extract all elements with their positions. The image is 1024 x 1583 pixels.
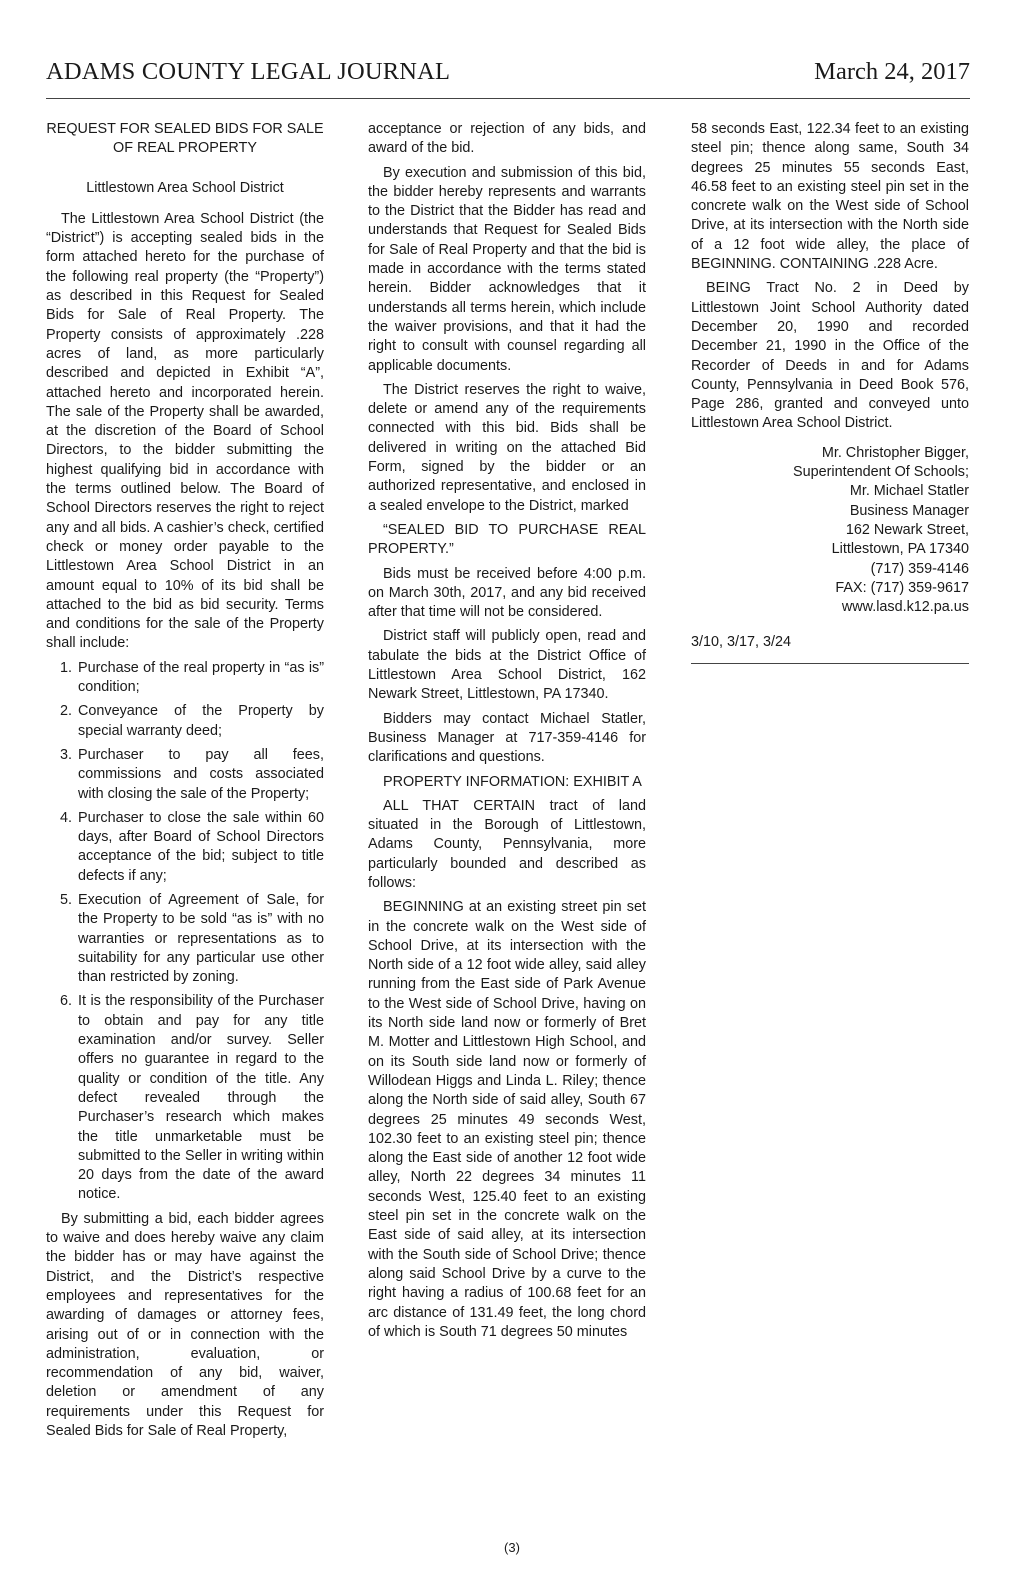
issue-date: March 24, 2017 (814, 58, 970, 85)
item-number: 5. (60, 891, 73, 908)
signature-line: Superintendent Of Schools; (793, 464, 969, 481)
item-text: It is the responsibility of the Purchaser to obtain and pay for any title examination and/or survey. Seller offers no guarantee in regard to the quality or condition of the title. Any defect revealed through the Purchaser’s research which makes the title unmarketable must be submitted to the Seller in writing within 20 days from the date of the award notice. (78, 993, 324, 1203)
item-number: 1. (60, 659, 73, 676)
reserves-paragraph: The District reserves the right to waive, delete or amend any of the requirements connected with this bid. Bids shall be delivered in writing on the attached Bid Form, signed by the bidder or an authorized representative, and enclosed in a sealed envelope to the District, marked (368, 381, 646, 514)
notice-title: REQUEST FOR SEALED BIDS FOR SALE OF REAL PROPERTY (46, 121, 324, 157)
item-text: Purchaser to pay all fees, commissions and costs associated with closing the sale of the Property; (78, 746, 324, 802)
column-3 (691, 120, 969, 664)
signature-line: www.lasd.k12.pa.us (841, 599, 969, 616)
item-number: 3. (60, 746, 73, 763)
column-1 (46, 120, 324, 1446)
signature-line: Mr. Christopher Bigger, (821, 444, 969, 461)
opening-paragraph: District staff will publicly open, read and tabulate the bids at the District Office of Littlestown Area School District, 162 Newark Street, Littlestown, PA 17340. (368, 628, 646, 703)
item-text: Execution of Agreement of Sale, for the Property to be sold “as is” with no warranties or representations as to suitability for any particular use other than restricted by zoning. (78, 891, 324, 986)
deed-reference: BEING Tract No. 2 in Deed by Littlestown Joint School Authority dated December 20, 1990 and recorded December 21, 1990 in the Office of the Recorder of Deeds in and for Adams County, Pennsylvania in Deed Book 576, Page 286, granted and conveyed unto Littlestown Area School District. (691, 280, 969, 432)
list-item (46, 809, 324, 886)
exhibit-heading: PROPERTY INFORMATION: EXHIBIT A (383, 773, 642, 790)
terms-list (46, 659, 324, 1205)
journal-title: ADAMS COUNTY LEGAL JOURNAL (46, 58, 451, 85)
signature-line: Mr. Michael Statler (849, 483, 969, 500)
page-header (46, 58, 970, 99)
execution-paragraph: By execution and submission of this bid, the bidder hereby represents and warrants to the District that the Bidder has read and understands that Request for Sealed Bids for Sale of Real Property and that the bid is made in accordance with the terms stated herein. Bidder acknowledges that it understands all terms herein, which include the waiver provisions, and that it had the right to consult with counsel regarding all applicable documents. (368, 164, 646, 374)
publication-dates: 3/10, 3/17, 3/24 (691, 633, 969, 663)
item-text: Purchaser to close the sale within 60 days, after Board of School Directors acceptance of the bid; subject to title defects if any; (78, 809, 324, 884)
list-item (46, 891, 324, 987)
signature-line: Littlestown, PA 17340 (831, 541, 969, 558)
item-text: Purchase of the real property in “as is” condition; (78, 659, 324, 696)
column-2 (368, 120, 646, 1347)
signature-block (691, 444, 969, 618)
district-name: Littlestown Area School District (86, 179, 284, 196)
exhibit-intro: ALL THAT CERTAIN tract of land situated in the Borough of Littlestown, Adams County, Pennsylvania, more particularly bounded and described as follows: (368, 797, 646, 891)
waiver-continued: acceptance or rejection of any bids, and award of the bid. (368, 121, 646, 157)
envelope-marking: “SEALED BID TO PURCHASE REAL PROPERTY.” (368, 521, 646, 558)
signature-line: FAX: (717) 359-9617 (835, 579, 969, 596)
list-item (46, 659, 324, 698)
list-item (46, 746, 324, 804)
item-number: 2. (60, 703, 73, 720)
deadline-paragraph: Bids must be received before 4:00 p.m. on March 30th, 2017, and any bid received after that time will not be considered. (368, 565, 646, 621)
intro-paragraph: The Littlestown Area School District (the “District”) is accepting sealed bids in the form attached hereto for the purchase of the following real property (the “Property”) as described in this Request for Sealed Bids for Sale of Real Property. The Property consists of approximately .228 acres of land, as more particularly described and depicted in Exhibit “A”, attached hereto and incorporated herein. The sale of the Property shall be awarded, at the discretion of the Board of School Directors, to the bidder submitting the highest qualifying bid in accordance with the terms outlined below. The Board of School Directors reserves the right to reject any and all bids. A cashier’s check, certified check or money order payable to the Littlestown Area School District in an amount equal to 10% of its bid shall be attached to the bid as bid security. Terms and conditions for the sale of the Property shall include: (46, 210, 324, 652)
item-number: 6. (60, 993, 73, 1010)
signature-line: (717) 359-4146 (870, 560, 969, 577)
list-item (46, 702, 324, 741)
signature-line: Business Manager (849, 502, 969, 519)
signature-line: 162 Newark Street, (845, 521, 969, 538)
waiver-paragraph: By submitting a bid, each bidder agrees to waive and does hereby waive any claim the bidder has or may have against the District, and the District’s respective employees and representatives for the awarding of damages or attorney fees, arising out of or in connection with the administration, evaluation, or recommendation of any bid, waiver, deletion or amendment of any requirements under this Request for Sealed Bids for Sale of Real Property, (46, 1210, 324, 1439)
contact-paragraph: Bidders may contact Michael Statler, Business Manager at 717-359-4146 for clarifications and questions. (368, 710, 646, 766)
legal-description-continued: 58 seconds East, 122.34 feet to an existing steel pin; thence along same, South 34 degrees 25 minutes 55 seconds East, 46.58 feet to an existing steel pin set in the concrete walk on the West side of School Drive, at its intersection with the North side of a 12 foot wide alley, the place of BEGINNING. CONTAINING .228 Acre. (691, 121, 969, 273)
item-number: 4. (60, 809, 73, 826)
list-item (46, 992, 324, 1204)
item-text: Conveyance of the Property by special warranty deed; (78, 703, 324, 739)
legal-description: BEGINNING at an existing street pin set in the concrete walk on the West side of School Drive, at its intersection with the North side of a 12 foot wide alley, said alley running from the East side of Park Avenue to the West side of School Drive, having on its North side land now or formerly of Bret M. Motter and Littlestown High School, and on its South side land now or formerly of Willodean Higgs and Linda L. Riley; thence along the North side of said alley, South 67 degrees 25 minutes 49 seconds West, 102.30 feet to an existing steel pin; thence along the East side of another 12 foot wide alley, North 22 degrees 34 minutes 11 seconds West, 125.40 feet to an existing steel pin set in the concrete walk on the East side of said alley, at its intersection with the South side of School Drive; thence along said School Drive by a curve to the right having a radius of 100.68 feet for an arc distance of 131.49 feet, the long chord of which is South 71 degrees 50 minutes (368, 899, 646, 1340)
page-number: (3) (504, 1540, 520, 1555)
